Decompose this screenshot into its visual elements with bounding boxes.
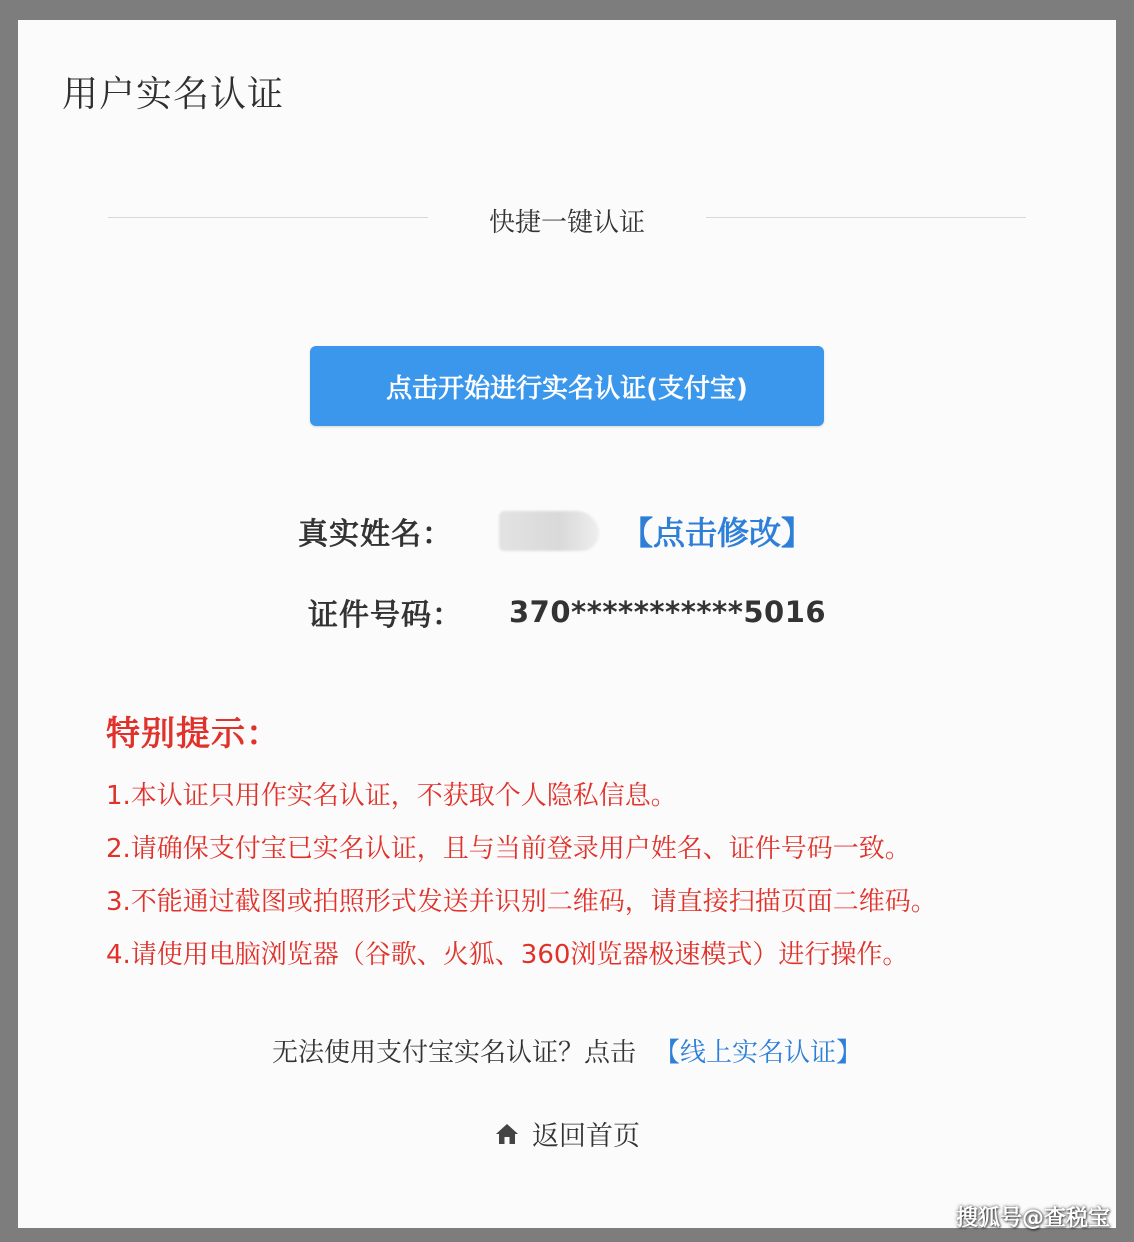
notice-item: 4.请使用电脑浏览器（谷歌、火狐、360浏览器极速模式）进行操作。 [106,940,909,970]
alternative-auth-row [18,1032,1116,1069]
page-title: 用户实名认证 [62,74,285,115]
watermark: 搜狐号@查税宝 [955,1206,1110,1231]
notice-item: 2.请确保支付宝已实名认证，且与当前登录用户姓名、证件号码一致。 [106,834,911,864]
real-name-row [298,508,813,554]
id-number-label: 证件号码： [308,598,463,633]
back-home-link[interactable] [18,1114,1116,1153]
notice-item: 1.本认证只用作实名认证，不获取个人隐私信息。 [106,781,677,811]
notice-item: 3.不能通过截图或拍照形式发送并识别二维码，请直接扫描页面二维码。 [106,887,937,917]
home-icon [494,1122,520,1146]
real-name-label: 真实姓名： [298,517,453,552]
back-home-label: 返回首页 [532,1121,640,1152]
alternative-auth-text: 无法使用支付宝实名认证？点击 [271,1038,636,1068]
online-auth-link[interactable]: 【线上实名认证】 [654,1038,863,1068]
auth-card [18,20,1116,1228]
notice-list [106,776,937,988]
divider-label: 快捷一键认证 [488,208,645,238]
id-number-value: 370***********5016 [509,595,827,629]
divider-line-right [706,217,1026,218]
id-number-row [308,590,826,634]
real-name-masked-value [499,511,599,551]
start-verification-button[interactable]: 点击开始进行实名认证(支付宝) [310,346,824,426]
modify-name-link[interactable]: 【点击修改】 [621,514,814,552]
quick-auth-divider [108,200,1026,240]
notice-title: 特别提示： [106,714,281,754]
